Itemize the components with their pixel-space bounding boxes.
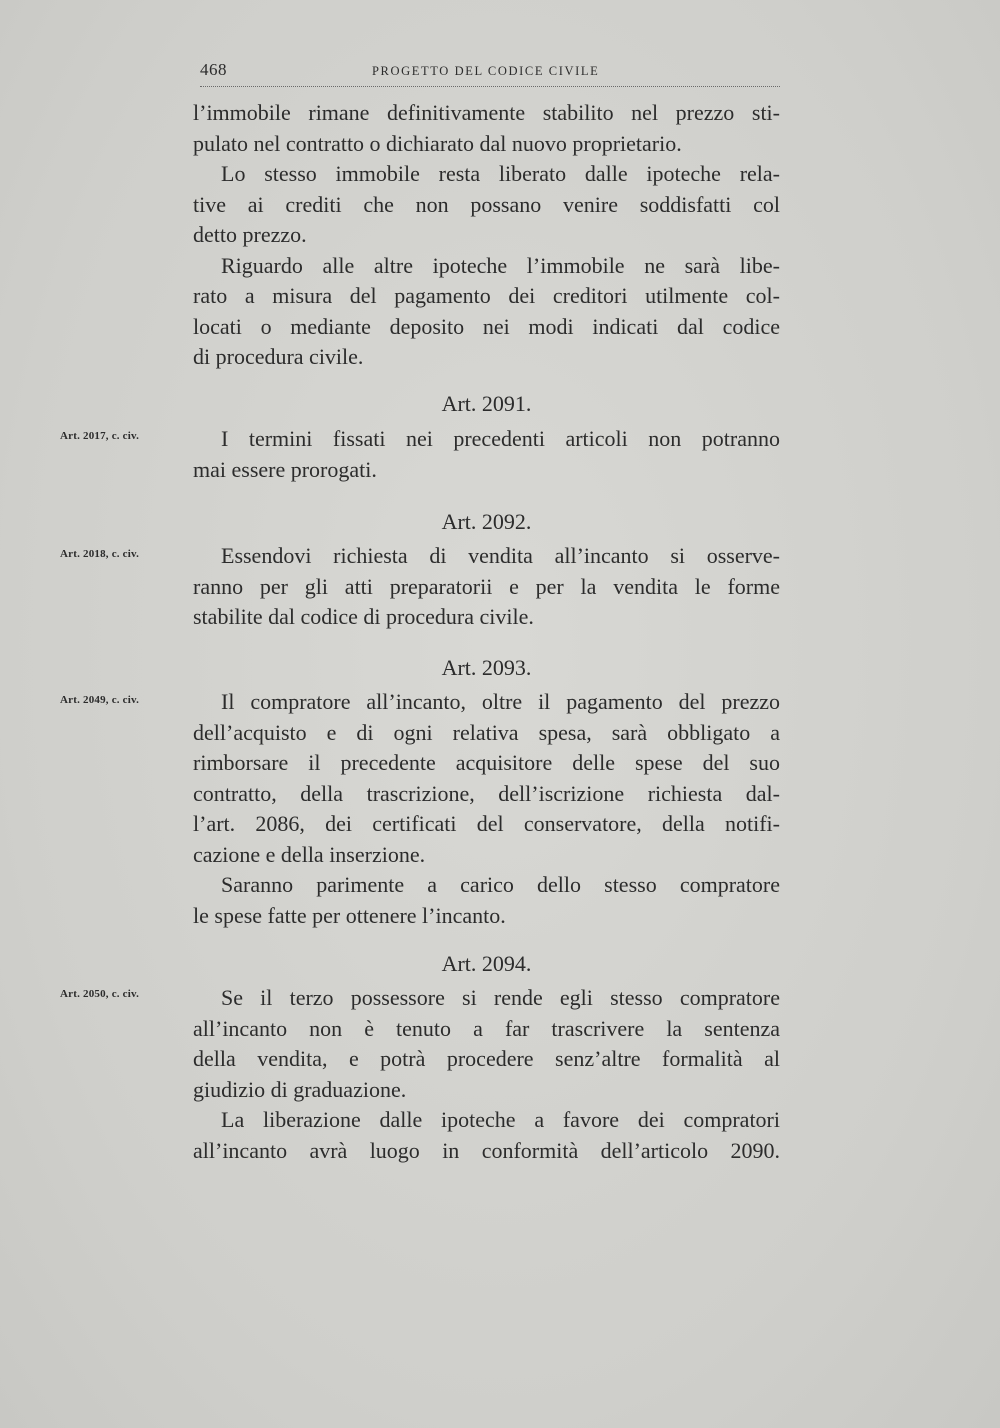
margin-note: Art. 2017, c. civ. (60, 430, 140, 442)
text-line: mai essere prorogati. (193, 456, 377, 482)
text-line: giudizio di graduazione. (193, 1076, 407, 1102)
text-line: detto prezzo. (193, 222, 307, 247)
text-line: Il compratore all’incanto, oltre il pagamento del prezzo (221, 689, 780, 714)
text-line: le spese fatte per ottenere l’incanto. (193, 902, 506, 928)
text-line: Essendovi richiesta di vendita all’incanto si osserve- (221, 543, 780, 568)
text-line: rimborsare il precedente acquisitore delle spese del suo (193, 750, 780, 775)
article-heading: Art. 2092. (441, 509, 532, 534)
margin-note: Art. 2049, c. civ. (60, 694, 140, 706)
text-line: ranno per gli atti preparatorii e per la vendita le forme (193, 573, 780, 599)
page-number: 468 (200, 60, 227, 79)
article-heading: Art. 2093. (441, 655, 532, 680)
text-line: tive ai crediti che non possano venire soddisfatti col (193, 191, 780, 217)
text-line: Saranno parimente a carico dello stesso compratore (221, 872, 780, 897)
text-line: l’immobile rimane definitivamente stabilito nel prezzo sti- (193, 100, 780, 125)
article-body (193, 424, 780, 485)
margin-note: Art. 2050, c. civ. (60, 988, 140, 1000)
article-body (193, 541, 780, 633)
article-body (193, 983, 780, 1166)
intro-paragraphs (193, 98, 780, 373)
article-heading: Art. 2094. (441, 951, 532, 976)
text-line: contratto, della trascrizione, dell’iscrizione richiesta dal- (193, 780, 780, 806)
text-line: di procedura civile. (193, 344, 364, 369)
text-line: Riguardo alle altre ipoteche l’immobile ne sarà libe- (221, 252, 780, 278)
text-line: pulato nel contratto o dichiarato dal nuovo proprietario. (193, 130, 682, 156)
article-heading: Art. 2091. (441, 391, 532, 416)
text-line: La liberazione dalle ipoteche a favore dei compratori (221, 1107, 780, 1132)
margin-note: Art. 2018, c. civ. (60, 548, 140, 560)
text-line: stabilite dal codice di procedura civile. (193, 604, 534, 629)
text-line: cazione e della inserzione. (193, 841, 426, 867)
text-line: l’art. 2086, dei certificati del conservatore, della notifi- (193, 811, 780, 836)
text-line: Se il terzo possessore si rende egli stesso compratore (221, 985, 780, 1010)
text-line: rato a misura del pagamento dei creditori utilmente col- (193, 283, 780, 308)
text-line: dell’acquisto e di ogni relativa spesa, sarà obbligato a (193, 719, 780, 745)
text-line: all’incanto avrà luogo in conformità dell’articolo 2090. (193, 1137, 780, 1163)
text-line: Lo stesso immobile resta liberato dalle ipoteche rela- (221, 161, 780, 186)
running-title: PROGETTO DEL CODICE CIVILE (372, 64, 600, 78)
text-line: I termini fissati nei precedenti articoli non potranno (221, 426, 780, 451)
text-line: locati o mediante deposito nei modi indicati dal codice (193, 313, 780, 339)
article-body (193, 687, 780, 931)
text-line: della vendita, e potrà procedere senz’altre formalità al (193, 1046, 780, 1071)
text-line: all’incanto non è tenuto a far trascrivere la sentenza (193, 1015, 780, 1041)
page-header (200, 60, 780, 87)
